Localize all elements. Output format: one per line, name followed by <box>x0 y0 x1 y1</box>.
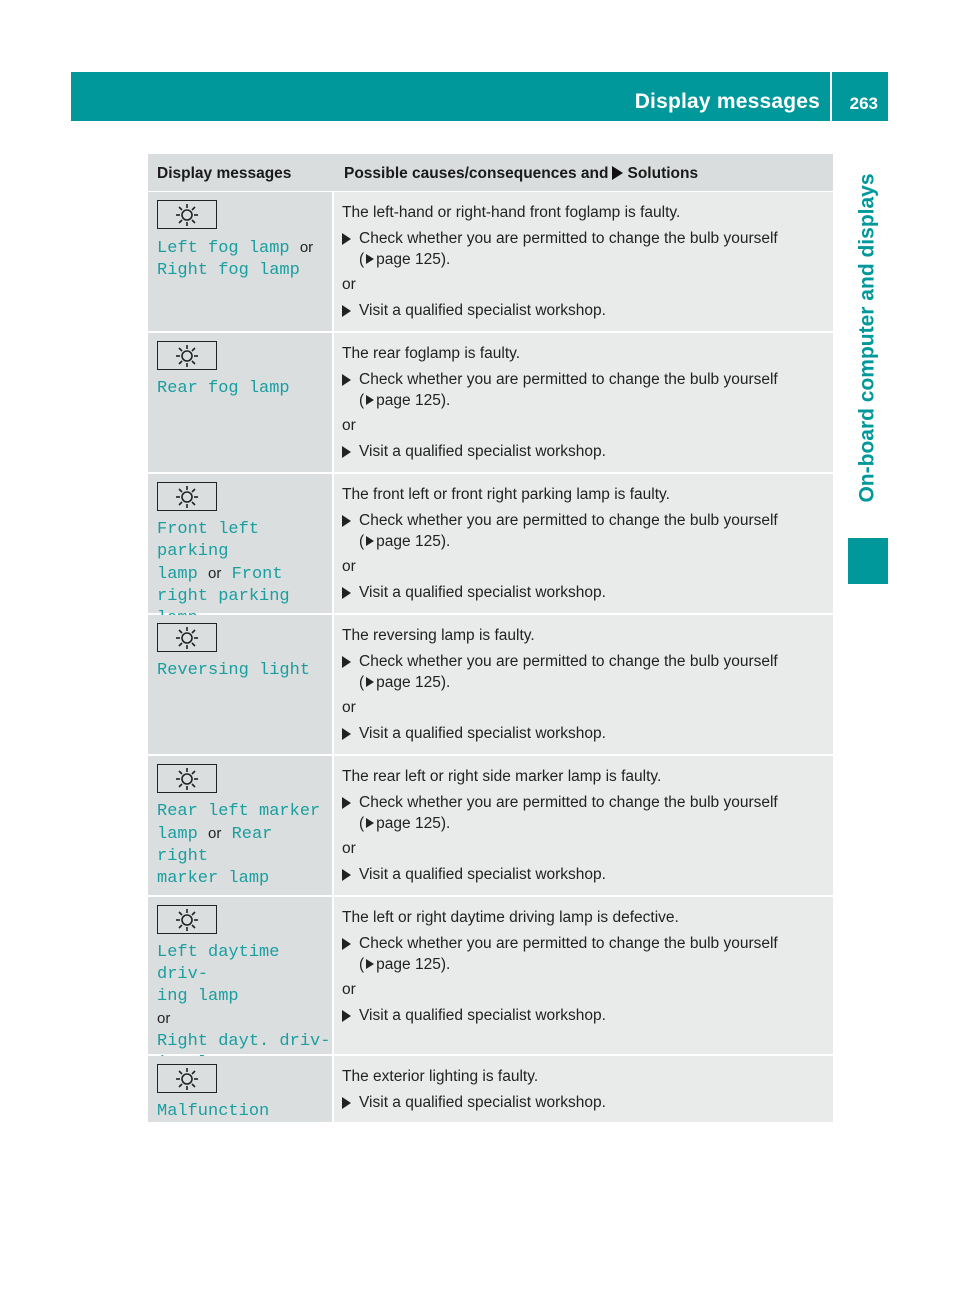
visit-step-text: Visit a qualified specialist workshop. <box>359 1007 606 1024</box>
step-arrow-icon <box>342 228 359 270</box>
message-text <box>157 378 332 400</box>
table-row <box>148 474 833 615</box>
display-message: lamp <box>157 565 198 584</box>
step-arrow-icon <box>342 792 359 834</box>
display-message: Rear left marker <box>157 802 321 821</box>
page-reference: ( page 125). <box>359 674 451 691</box>
message-cell <box>148 192 334 331</box>
cause-text: The exterior lighting is faulty. <box>342 1068 539 1085</box>
or-connector: or <box>208 565 222 582</box>
step-arrow-icon <box>342 441 359 462</box>
section-tab <box>848 150 888 526</box>
step-arrow-icon <box>342 300 359 321</box>
display-message: Left fog lamp <box>157 239 290 258</box>
page-reference: ( page 125). <box>359 251 451 268</box>
step-arrow-icon <box>342 1005 359 1026</box>
message-cell <box>148 897 334 1054</box>
message-text <box>157 519 332 630</box>
display-message: Rear fog lamp <box>157 379 290 398</box>
message-cell <box>148 756 334 895</box>
bulb-warning-icon <box>157 1064 217 1093</box>
page-reference-link[interactable]: page 125). <box>376 956 451 973</box>
bulb-warning-icon <box>157 623 217 652</box>
visit-step-text: Visit a qualified specialist workshop. <box>359 1094 606 1111</box>
step-arrow-icon <box>342 651 359 693</box>
solution-cell <box>334 615 833 754</box>
page-reference-link[interactable]: page 125). <box>376 533 451 550</box>
page-reference-link[interactable]: page 125). <box>376 392 451 409</box>
page-reference-link[interactable]: page 125). <box>376 251 451 268</box>
bulb-warning-icon <box>157 341 217 370</box>
or-connector: or <box>208 825 222 842</box>
page-title: Display messages <box>634 90 820 113</box>
section-marker <box>848 538 888 584</box>
visit-step <box>342 864 833 885</box>
table-row <box>148 333 833 474</box>
or-text: or <box>342 981 356 998</box>
bulb-warning-icon <box>157 764 217 793</box>
solution-arrow-icon <box>612 166 623 180</box>
display-message: Left daytime driv‐ <box>157 943 280 984</box>
message-text <box>157 660 332 682</box>
visit-step <box>342 1005 833 1026</box>
visit-step-text: Visit a qualified specialist workshop. <box>359 725 606 742</box>
table-row <box>148 192 833 333</box>
page-reference: ( page 125). <box>359 956 451 973</box>
check-step <box>342 369 833 411</box>
check-step-text: Check whether you are permitted to change the bulb yourself <box>359 935 778 952</box>
bulb-warning-icon <box>157 200 217 229</box>
visit-step <box>342 723 833 744</box>
page-reference: ( page 125). <box>359 533 451 550</box>
display-message: Rear right <box>157 825 273 866</box>
check-step <box>342 792 833 834</box>
check-step <box>342 510 833 552</box>
visit-step-text: Visit a qualified specialist workshop. <box>359 584 606 601</box>
display-message: ing lamp <box>157 987 239 1006</box>
col-header-solutions-suffix: Solutions <box>627 165 699 182</box>
display-message: marker lamp <box>157 869 270 888</box>
section-tab-label: On-board computer and displays <box>856 173 879 503</box>
table-header <box>148 154 833 192</box>
cause-text: The front left or front right parking lamp is faulty. <box>342 486 670 503</box>
header-bar <box>71 72 888 121</box>
step-arrow-icon <box>342 582 359 603</box>
message-text <box>157 801 332 890</box>
solution-cell <box>334 756 833 895</box>
display-message: Reversing light <box>157 661 311 680</box>
message-cell <box>148 1056 334 1122</box>
step-arrow-icon <box>342 864 359 885</box>
visit-step <box>342 582 833 603</box>
header-divider <box>830 72 832 121</box>
bulb-warning-icon <box>157 482 217 511</box>
visit-step <box>342 1092 833 1113</box>
page-reference-link[interactable]: page 125). <box>376 815 451 832</box>
display-message: Front <box>231 565 283 584</box>
or-text: or <box>342 417 356 434</box>
cause-text: The rear left or right side marker lamp is faulty. <box>342 768 662 785</box>
solution-cell <box>334 1056 833 1122</box>
solution-cell <box>334 474 833 613</box>
step-arrow-icon <box>342 369 359 411</box>
or-text: or <box>342 840 356 857</box>
page-reference: ( page 125). <box>359 815 451 832</box>
page-reference-link[interactable]: page 125). <box>376 674 451 691</box>
table-row <box>148 756 833 897</box>
bulb-warning-icon <box>157 905 217 934</box>
page-ref-arrow-icon <box>366 959 374 969</box>
display-messages-table <box>148 154 833 1124</box>
col-header-solutions-text: Possible causes/consequences and <box>344 165 609 182</box>
check-step <box>342 933 833 975</box>
cause-text: The reversing lamp is faulty. <box>342 627 535 644</box>
display-message: lamp <box>157 825 198 844</box>
display-message: right parking <box>157 587 290 606</box>
col-header-messages: Display messages <box>157 165 292 182</box>
page-number: 263 <box>849 94 878 113</box>
display-message: Right dayt. driv‐ <box>157 1032 331 1051</box>
step-arrow-icon <box>342 510 359 552</box>
message-cell <box>148 474 334 613</box>
check-step-text: Check whether you are permitted to change the bulb yourself <box>359 512 778 529</box>
visit-step <box>342 300 833 321</box>
message-cell <box>148 333 334 472</box>
solution-cell <box>334 897 833 1054</box>
check-step-text: Check whether you are permitted to change the bulb yourself <box>359 653 778 670</box>
message-text <box>157 1101 332 1123</box>
visit-step-text: Visit a qualified specialist workshop. <box>359 302 606 319</box>
page-ref-arrow-icon <box>366 536 374 546</box>
page-ref-arrow-icon <box>366 677 374 687</box>
or-connector: or <box>299 239 314 256</box>
cause-text: The left-hand or right-hand front foglamp is faulty. <box>342 204 681 221</box>
display-message: Front left parking <box>157 520 260 561</box>
check-step <box>342 228 833 270</box>
or-connector: or <box>157 1010 171 1027</box>
check-step-text: Check whether you are permitted to change the bulb yourself <box>359 371 778 388</box>
table-row <box>148 897 833 1056</box>
or-text: or <box>342 699 356 716</box>
step-arrow-icon <box>342 723 359 744</box>
check-step-text: Check whether you are permitted to change the bulb yourself <box>359 794 778 811</box>
or-text: or <box>342 276 356 293</box>
table-row <box>148 615 833 756</box>
or-text: or <box>342 558 356 575</box>
cause-text: The rear foglamp is faulty. <box>342 345 521 362</box>
message-cell <box>148 615 334 754</box>
display-message: Right fog lamp <box>157 261 300 280</box>
col-header-solutions <box>336 154 833 191</box>
page-reference: ( page 125). <box>359 392 451 409</box>
visit-step <box>342 441 833 462</box>
page-ref-arrow-icon <box>366 254 374 264</box>
display-message: Malfunction <box>157 1102 270 1121</box>
solution-cell <box>334 333 833 472</box>
table-row <box>148 1056 833 1124</box>
step-arrow-icon <box>342 933 359 975</box>
check-step <box>342 651 833 693</box>
check-step-text: Check whether you are permitted to change the bulb yourself <box>359 230 778 247</box>
message-text <box>157 237 332 282</box>
visit-step-text: Visit a qualified specialist workshop. <box>359 866 606 883</box>
page-ref-arrow-icon <box>366 818 374 828</box>
visit-step-text: Visit a qualified specialist workshop. <box>359 443 606 460</box>
cause-text: The left or right daytime driving lamp is defective. <box>342 909 679 926</box>
step-arrow-icon <box>342 1092 359 1113</box>
solution-cell <box>334 192 833 331</box>
page-ref-arrow-icon <box>366 395 374 405</box>
